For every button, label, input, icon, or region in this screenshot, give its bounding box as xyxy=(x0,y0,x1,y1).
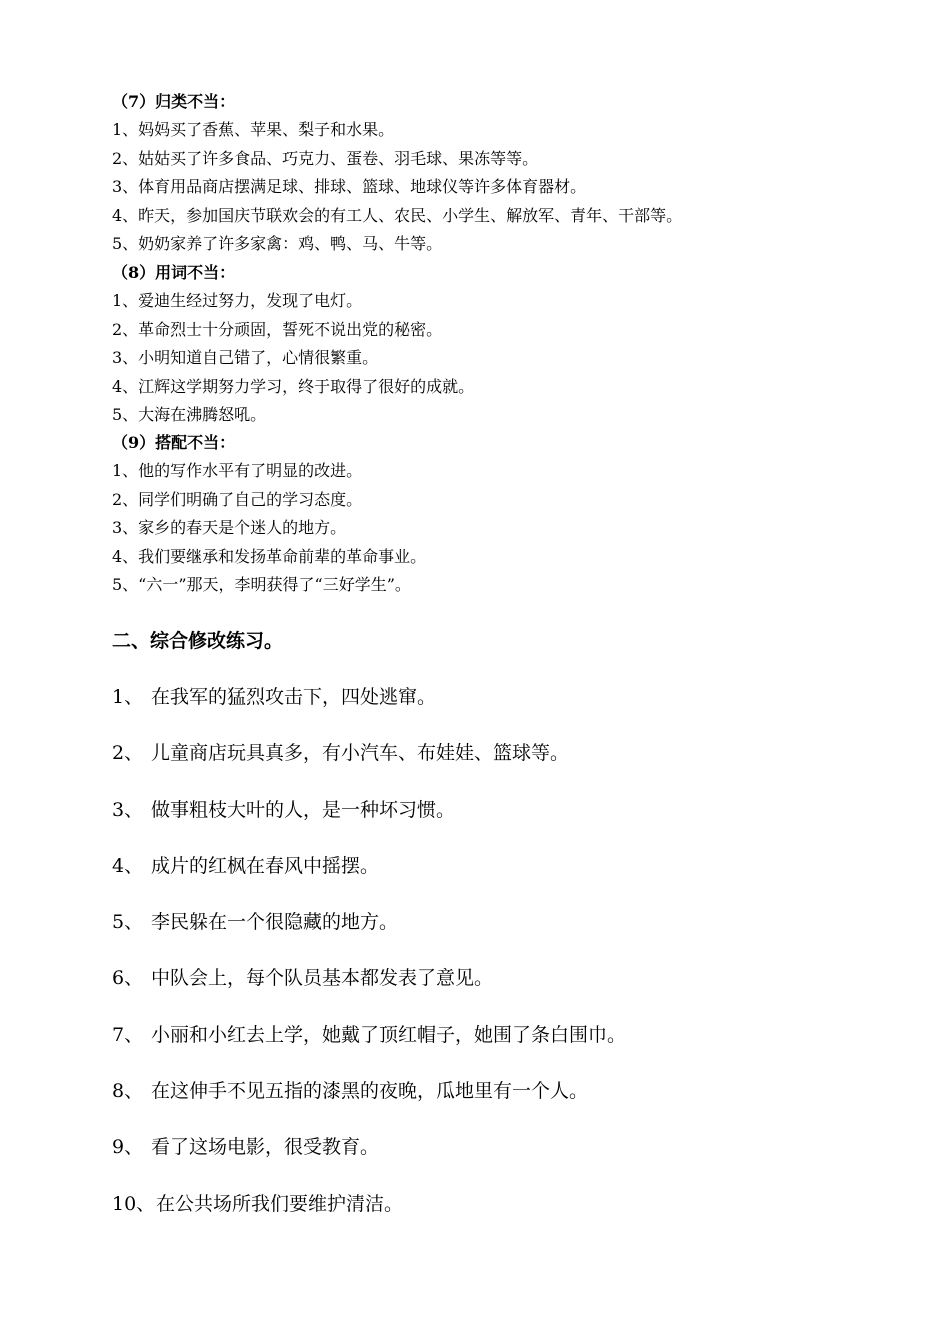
exercise-number: 2、 xyxy=(112,742,144,765)
exercise-number: 4、 xyxy=(112,854,144,877)
exercise-item xyxy=(112,963,912,993)
list-item: 3、小明知道自己错了，心情很繁重。 xyxy=(112,348,379,367)
section-misclassification xyxy=(112,88,912,259)
list-item: 4、昨天，参加国庆节联欢会的有工人、农民、小学生、解放军、青年、干部等。 xyxy=(112,205,683,225)
list-item: 1、妈妈买了香蕉、苹果、梨子和水果。 xyxy=(112,120,395,139)
exercise-item xyxy=(112,1020,912,1050)
list-item: 3、家乡的春天是个迷人的地方。 xyxy=(112,518,347,537)
list-item: 2、姑姑买了许多食品、巧克力、蛋卷、羽毛球、果冻等等。 xyxy=(112,148,539,168)
list-item: 1、他的写作水平有了明显的改进。 xyxy=(112,461,363,480)
exercise-number: 6、 xyxy=(112,967,144,990)
exercise-number: 10、 xyxy=(112,1192,156,1215)
exercise-text: 在这伸手不见五指的漆黑的夜晚，瓜地里有一个人。 xyxy=(151,1080,589,1103)
section-heading: （8）用词不当： xyxy=(112,263,236,282)
exercise-text: 看了这场电影，很受教育。 xyxy=(151,1136,380,1159)
exercise-number: 5、 xyxy=(112,911,144,934)
exercise-item xyxy=(112,851,912,881)
exercise-number: 1、 xyxy=(112,686,144,708)
list-item: 2、革命烈士十分顽固，誓死不说出党的秘密。 xyxy=(112,319,443,339)
exercise-item xyxy=(112,738,912,768)
exercise-item xyxy=(112,907,912,937)
exercise-text: 做事粗枝大叶的人，是一种坏习惯。 xyxy=(151,798,456,821)
part2-heading: 二、综合修改练习。 xyxy=(112,630,284,652)
exercise-text: 儿童商店玩具真多，有小汽车、布娃娃、篮球等。 xyxy=(151,742,570,765)
exercise-text: 李民躲在一个很隐藏的地方。 xyxy=(151,911,399,934)
exercise-number: 7、 xyxy=(112,1023,144,1046)
list-item: 5、大海在沸腾怒吼。 xyxy=(112,405,267,424)
exercise-text: 成片的红枫在春风中摇摆。 xyxy=(151,854,380,877)
exercise-number: 3、 xyxy=(112,798,144,821)
exercise-text: 中队会上，每个队员基本都发表了意见。 xyxy=(151,967,494,990)
list-item: 2、同学们明确了自己的学习态度。 xyxy=(112,489,363,509)
exercise-text: 在我军的猛烈攻击下，四处逃窜。 xyxy=(151,686,437,708)
list-item: 5、“六一”那天，李明获得了“三好学生”。 xyxy=(112,575,411,594)
exercise-list xyxy=(112,682,912,1245)
section-word-misuse xyxy=(112,259,912,430)
exercise-number: 8、 xyxy=(112,1080,144,1103)
list-item: 4、江辉这学期努力学习，终于取得了很好的成就。 xyxy=(112,376,475,396)
exercise-item xyxy=(112,1076,912,1106)
exercise-number: 9、 xyxy=(112,1136,144,1159)
section-heading: （9）搭配不当： xyxy=(112,433,236,452)
exercise-text: 小丽和小红去上学，她戴了顶红帽子，她围了条白围巾。 xyxy=(151,1023,627,1046)
list-item: 4、我们要继承和发扬革命前辈的革命事业。 xyxy=(112,546,427,566)
section-collocation-error xyxy=(112,429,912,600)
section-heading: （7）归类不当： xyxy=(112,92,236,111)
exercise-item xyxy=(112,795,912,825)
exercise-item xyxy=(112,1132,912,1162)
list-item: 5、奶奶家养了许多家禽：鸡、鸭、马、牛等。 xyxy=(112,234,443,253)
list-item: 3、体育用品商店摆满足球、排球、篮球、地球仪等许多体育器材。 xyxy=(112,177,587,196)
exercise-text: 在公共场所我们要维护清洁。 xyxy=(156,1192,404,1215)
exercise-item xyxy=(112,682,912,712)
exercise-item xyxy=(112,1189,912,1219)
list-item: 1、爱迪生经过努力，发现了电灯。 xyxy=(112,291,363,310)
